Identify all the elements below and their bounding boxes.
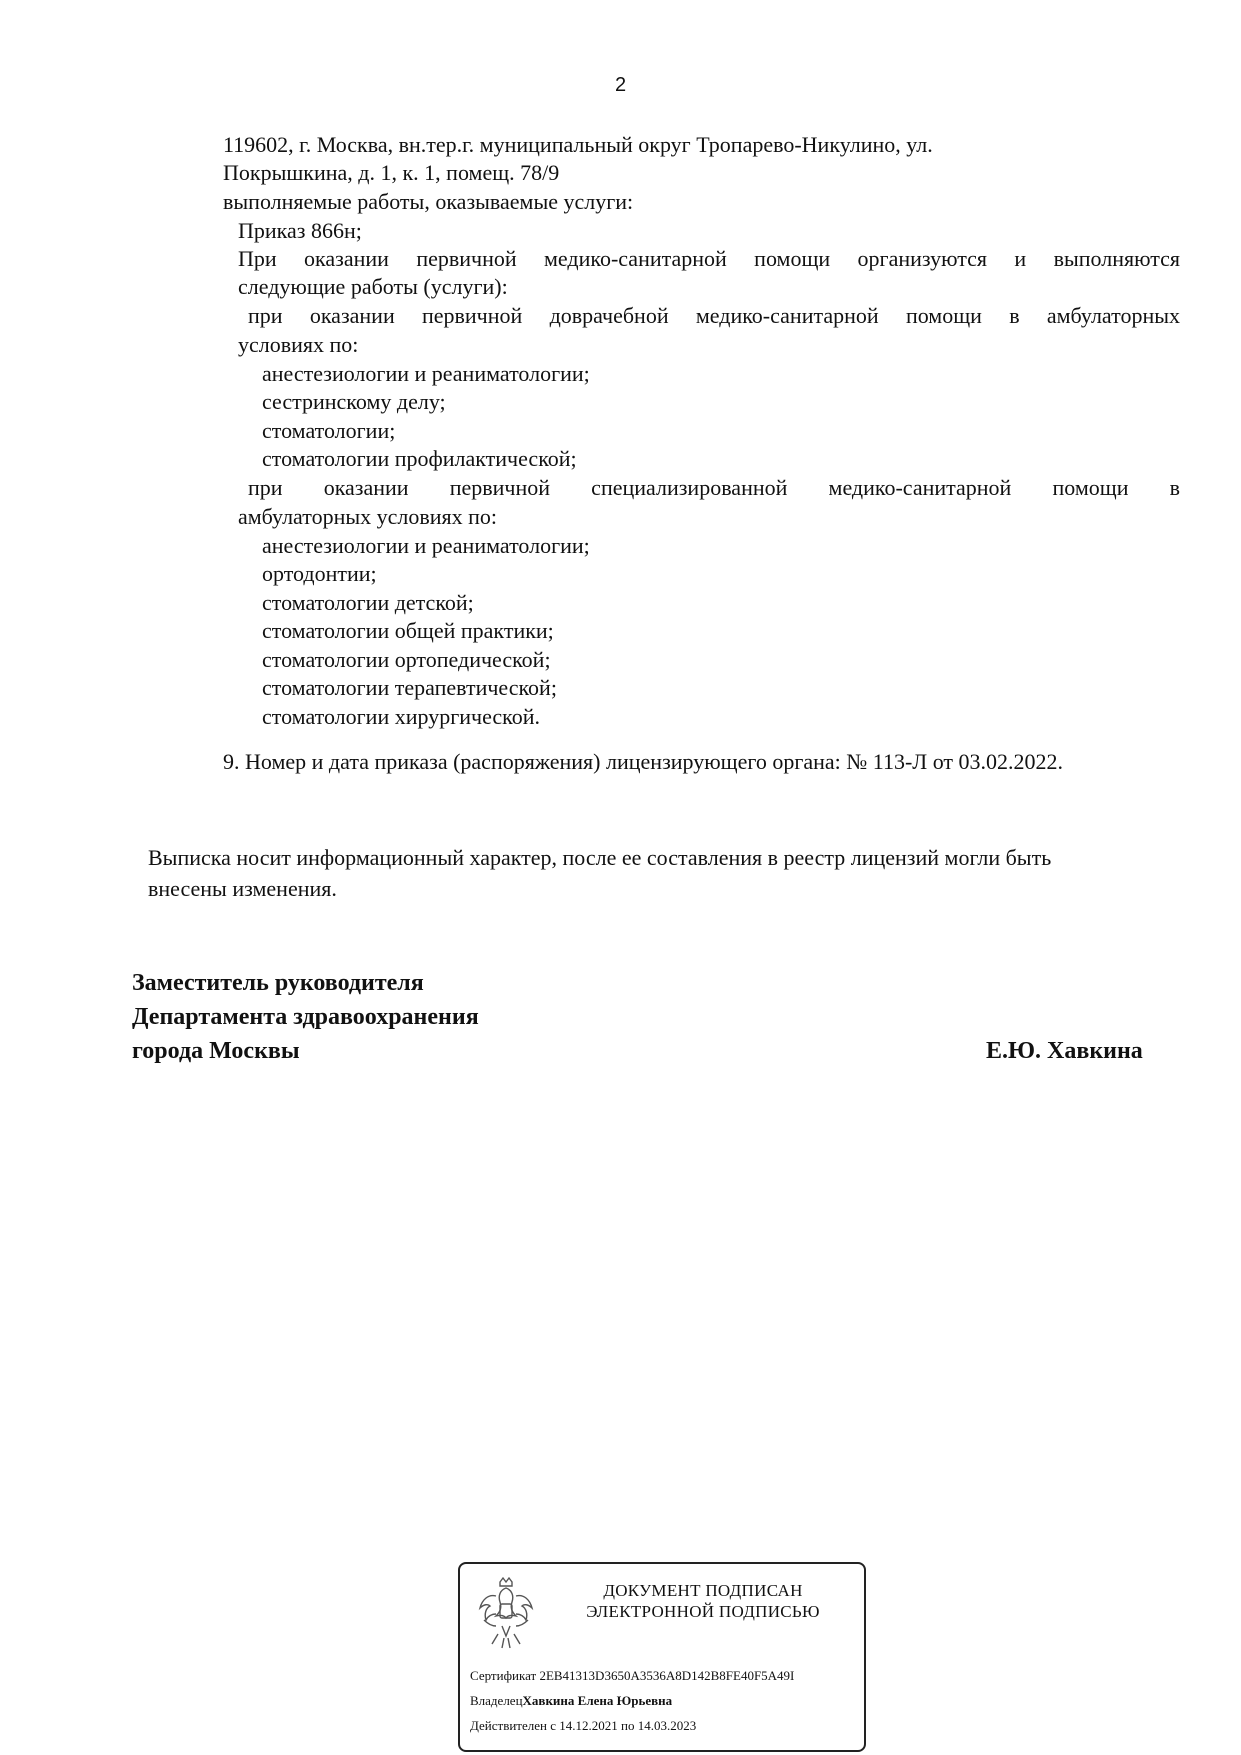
certificate-label: Сертификат xyxy=(470,1668,537,1683)
intro-line-2: следующие работы (услуги): xyxy=(238,274,508,299)
disclaimer-line-2: внесены изменения. xyxy=(148,876,337,901)
list-item: стоматологии профилактической; xyxy=(262,446,577,471)
list-item: стоматологии детской; xyxy=(262,590,474,615)
list-item: ортодонтии; xyxy=(262,561,377,586)
stamp-title-line-1: ДОКУМЕНТ ПОДПИСАН xyxy=(603,1581,803,1600)
signatory-title-line-1: Заместитель руководителя xyxy=(132,970,424,996)
section2-line-2: амбулаторных условиях по: xyxy=(238,504,498,529)
section1-line-1: при оказании первичной доврачебной медико-санитарной помощи в амбулаторных xyxy=(248,303,1180,328)
signatory-title-line-2: Департамента здравоохранения xyxy=(132,1004,479,1030)
intro-line-1: При оказании первичной медико-санитарной помощи организуются и выполняются xyxy=(238,246,1180,271)
signatory-name: Е.Ю. Хавкина xyxy=(986,1038,1143,1064)
signatory-title-line-3: города Москвы xyxy=(132,1038,300,1064)
section1-line-2: условиях по: xyxy=(238,332,359,357)
stamp-validity: Действителен с 14.12.2021 по 14.03.2023 xyxy=(470,1718,697,1733)
list-item: сестринскому делу; xyxy=(262,389,446,414)
stamp-title xyxy=(560,1580,846,1622)
certificate-value: 2EB41313D3650A3536A8D142B8FE40F5A49I xyxy=(539,1668,795,1683)
disclaimer-line-1: Выписка носит информационный характер, после ее составления в реестр лицензий могли быть xyxy=(148,845,1052,870)
stamp-owner xyxy=(470,1693,672,1709)
works-header: выполняемые работы, оказываемые услуги: xyxy=(223,189,634,214)
list-item: стоматологии общей практики; xyxy=(262,618,554,643)
list-item: анестезиологии и реаниматологии; xyxy=(262,361,590,386)
stamp-certificate xyxy=(470,1668,794,1684)
list-item: стоматологии хирургической. xyxy=(262,704,540,729)
license-order-item: 9. Номер и дата приказа (распоряжения) лицензирующего органа: № 113-Л от 03.02.2022. xyxy=(223,749,1064,774)
list-item: стоматологии терапевтической; xyxy=(262,675,557,700)
section2-line-1: при оказании первичной специализированной медико-санитарной помощи в xyxy=(248,475,1180,500)
list-item: стоматологии; xyxy=(262,418,396,443)
owner-label: Владелец xyxy=(470,1693,523,1708)
double-headed-eagle-emblem-icon xyxy=(474,1574,538,1654)
page-number: 2 xyxy=(614,74,627,96)
order-reference: Приказ 866н; xyxy=(238,218,362,243)
stamp-title-line-2: ЭЛЕКТРОННОЙ ПОДПИСЬЮ xyxy=(586,1602,820,1621)
address-line-2: Покрышкина, д. 1, к. 1, помещ. 78/9 xyxy=(223,160,560,185)
list-item: анестезиологии и реаниматологии; xyxy=(262,533,590,558)
list-item: стоматологии ортопедической; xyxy=(262,647,551,672)
owner-name: Хавкина Елена Юрьевна xyxy=(522,1693,673,1708)
electronic-signature-stamp xyxy=(458,1562,866,1752)
address-line-1: 119602, г. Москва, вн.тер.г. муниципальный округ Тропарево-Никулино, ул. xyxy=(223,132,933,157)
